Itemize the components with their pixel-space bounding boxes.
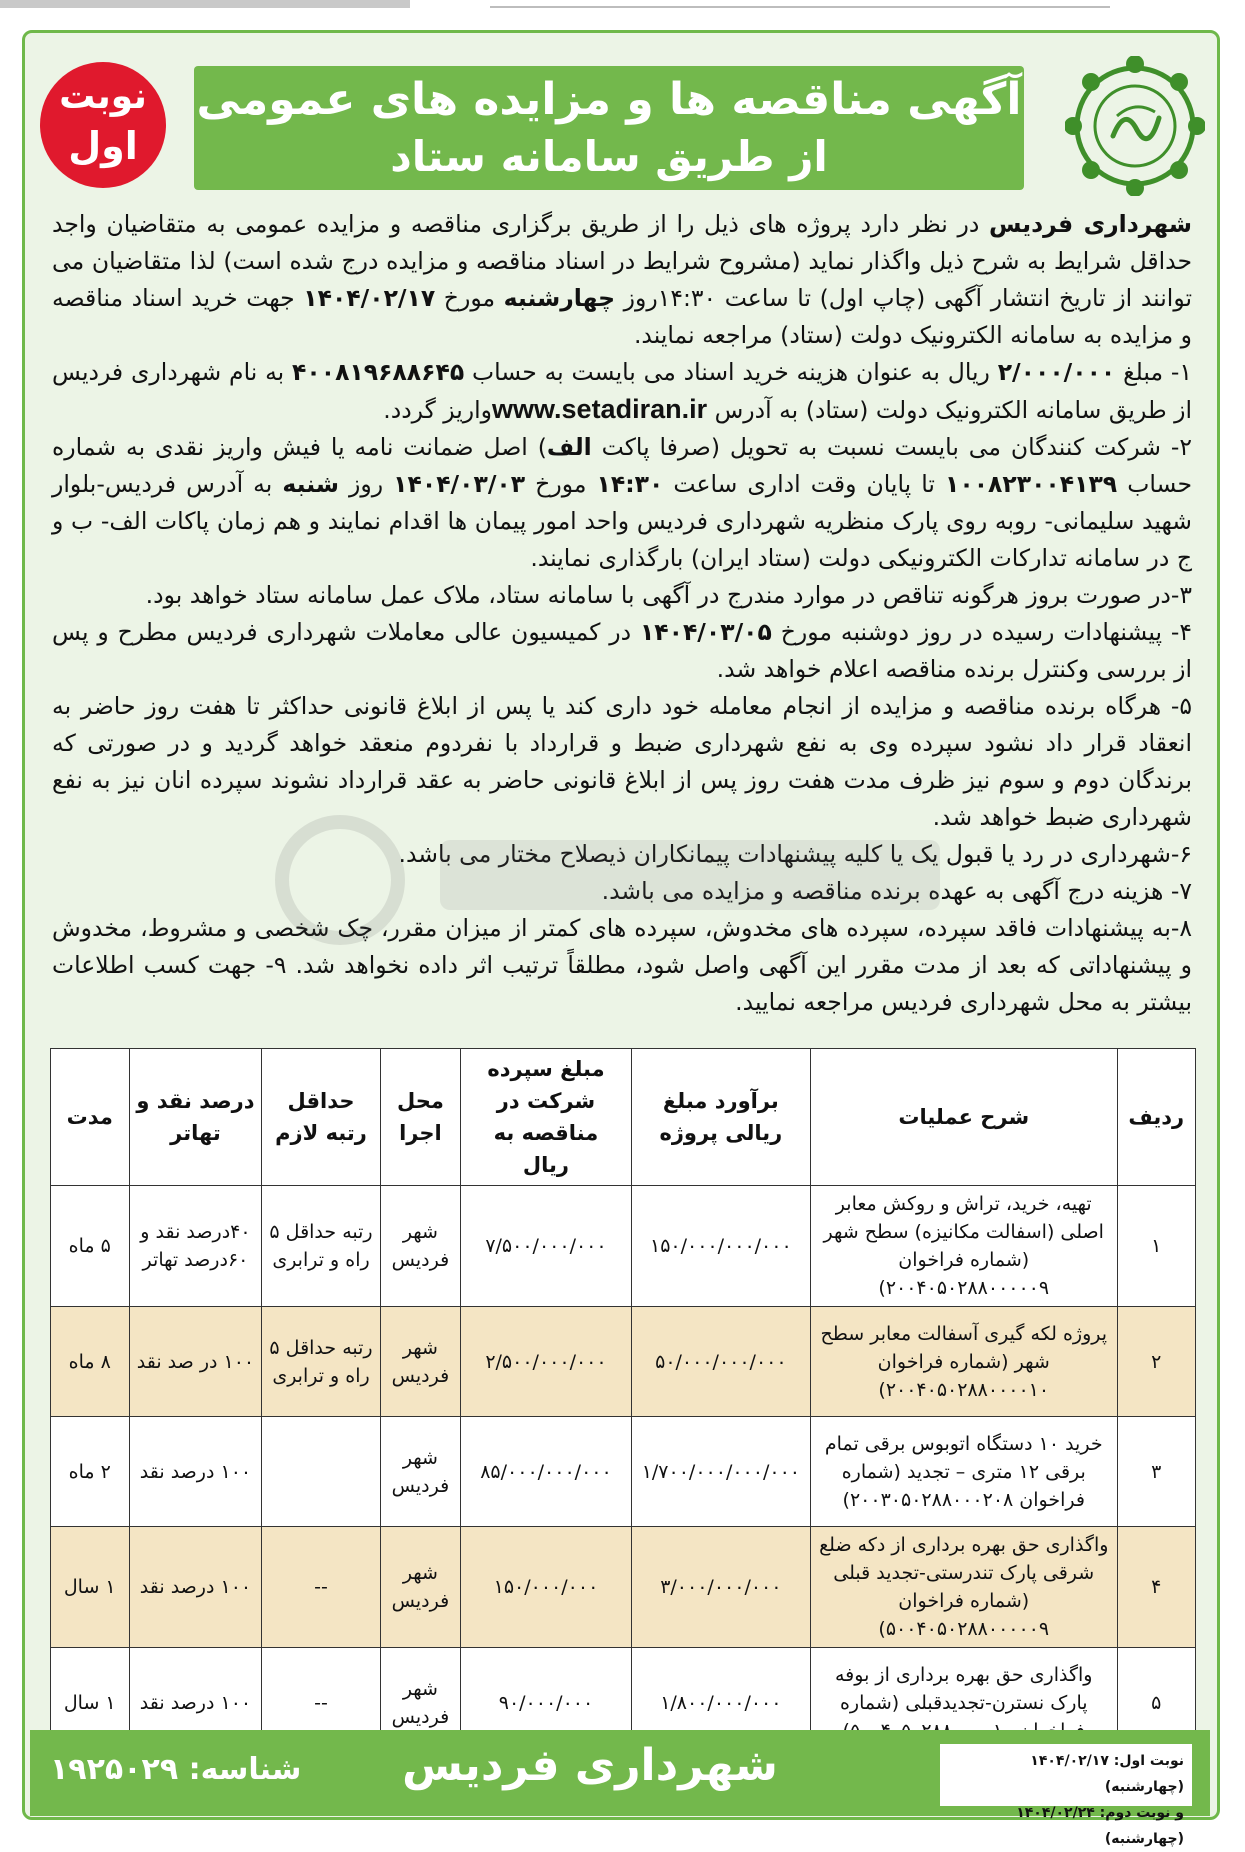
footer-municipality-name: شهرداری فردیس <box>402 1740 778 1791</box>
col-estimate: برآورد مبلغ ریالی پروژه <box>631 1049 810 1186</box>
table-row: ۱ تهیه، خرید، تراش و روکش معابر اصلی (اسفالت مکانیزه) سطح شهر (شماره فراخوان ۲۰۰۴۰۵۰۲۸۸۰۰۰۰۰۹) ۱۵۰/۰۰۰/۰۰۰/۰۰۰ ۷/۵۰۰/۰۰۰/۰۰۰ شهر فردیس رتبه حداقل ۵ راه و ترابری ۴۰درصد نقد و ۶۰درصد تهاتر ۵ ماه <box>51 1186 1196 1307</box>
notice-id: شناسه: ۱۹۲۵۰۲۹ <box>50 1752 302 1787</box>
first-print-date: نوبت اول: ۱۴۰۴/۰۲/۱۷ (چهارشنبه) <box>1030 1753 1184 1795</box>
second-print-date: و نوبت دوم: ۱۴۰۴/۰۲/۲۴ (چهارشنبه) <box>1016 1805 1184 1847</box>
setad-url-link[interactable]: www.setadiran.ir <box>492 394 708 424</box>
title-line-2: از طریق سامانه ستاد <box>390 132 828 181</box>
projects-table <box>50 1048 1196 1758</box>
col-description: شرح عملیات <box>810 1049 1117 1186</box>
item-6: ۶-شهرداری در رد یا قبول یک یا کلیه پیشنهادات پیمانکاران ذیصلاح مختار می باشد. <box>398 840 1192 868</box>
table-header-row <box>51 1049 1196 1186</box>
col-location: محل اجرا <box>380 1049 461 1186</box>
col-min-rank: حداقل رتبه لازم <box>262 1049 380 1186</box>
top-gray-line <box>490 6 1110 8</box>
footer-bar <box>30 1730 1210 1847</box>
item-3: ۳-در صورت بروز هرگونه تناقص در موارد مندرج در آگهی با سامانه ستاد، ملاک عمل سامانه ستاد خواهد بود. <box>145 581 1192 609</box>
table-row: ۴ واگذاری حق بهره برداری از دکه ضلع شرقی پارک تندرستی-تجدید قبلی (شماره فراخوان ۵۰۰۴۰۵۰۲۸۸۰۰۰۰۰۹) ۳/۰۰۰/۰۰۰/۰۰۰ ۱۵۰/۰۰۰/۰۰۰ شهر فردیس -- ۱۰۰ درصد نقد ۱ سال <box>51 1527 1196 1648</box>
table-row: ۲ پروژه لکه گیری آسفالت معابر سطح شهر (شماره فراخوان ۲۰۰۴۰۵۰۲۸۸۰۰۰۰۱۰) ۵۰/۰۰۰/۰۰۰/۰۰۰ ۲/۵۰۰/۰۰۰/۰۰۰ شهر فردیس رتبه حداقل ۵ راه و ترابری ۱۰۰ در صد نقد ۸ ماه <box>51 1307 1196 1417</box>
item-4: ۴- پیشنهادات رسیده در روز دوشنبه مورخ ۱۴۰۴/۰۳/۰۵ در کمیسیون عالی معاملات شهرداری فردیس مطرح و پس از بررسی وکنترل برنده مناقصه اعلام خواهد شد. <box>52 618 1192 683</box>
publish-dates <box>940 1744 1192 1847</box>
badge-line-2: اول <box>68 124 138 168</box>
item-1: ۱- مبلغ ۲/۰۰۰/۰۰۰ ریال به عنوان هزینه خرید اسناد می بایست به حساب ۴۰۰۸۱۹۶۸۸۶۴۵ به نام شهرداری فردیس از طریق سامانه الکترونیک دولت (ستاد) به آدرس www.setadiran.irواریز گردد. <box>52 358 1192 424</box>
first-print-badge <box>40 62 166 188</box>
col-deposit: مبلغ سپرده شرکت در مناقصه به ریال <box>461 1049 632 1186</box>
title-banner <box>194 66 1024 190</box>
item-5: ۵- هرگاه برنده مناقصه و مزایده از انجام معامله خود داری کند یا پس از ابلاغ قانونی حداکثر تا هفت روز حاضر به انعقاد قرار داد نشود سپرده وی به نفع شهرداری ضبط و قرارداد با نفردوم منعقد خواهد گردید و در صورتی که برندگان دوم و سوم نیز ظرف مدت هفت روز پس از ابلاغ قانونی حاضر به عقد قرارداد نشوند سپرده انان نیز به نفع شهرداری ضبط خواهد شد. <box>52 692 1192 831</box>
item-7: ۷- هزینه درج آگهی به عهده برنده مناقصه و مزایده می باشد. <box>601 877 1192 905</box>
col-payment: درصد نقد و تهاتر <box>129 1049 262 1186</box>
item-2: ۲- شرکت کنندگان می بایست نسبت به تحویل (صرفا پاکت الف) اصل ضمانت نامه یا فیش واریز نقدی به شماره حساب ۱۰۰۸۲۳۰۰۴۱۳۹ تا پایان وقت اداری ساعت ۱۴:۳۰ مورخ ۱۴۰۴/۰۳/۰۳ روز شنبه به آدرس فردیس-بلوار شهید سلیمانی- روبه روی پارک منظریه شهرداری فردیس واحد امور پیمان ها اقدام نمایند و هم زمان پاکات الف- ب و ج در سامانه تدارکات الکترونیکی دولت (ستاد ایران) بارگذاری نمایند. <box>52 433 1193 572</box>
col-row: ردیف <box>1117 1049 1195 1186</box>
notice-body <box>52 206 1192 1021</box>
table-row: ۵ واگذاری حق بهره برداری از بوفه پارک نسترن-تجدیدقبلی (شماره ۱/۸۰۰/۰۰۰/۰۰۰ ۹۰/۰۰۰/۰۰۰ شهر فردیس -- ۱۰۰ درصد نقد ۱ سال <box>51 1648 1196 1758</box>
municipality-logo-icon <box>1065 56 1205 196</box>
municipality-name: شهرداری فردیس <box>989 210 1192 238</box>
table-row: ۳ خرید ۱۰ دستگاه اتوبوس برقی تمام برقی ۱۲ متری – تجدید (شماره فراخوان ۲۰۰۳۰۵۰۲۸۸۰۰۰۲۰۸) ۱/۷۰۰/۰۰۰/۰۰۰/۰۰۰ ۸۵/۰۰۰/۰۰۰/۰۰۰ شهر فردیس ۱۰۰ درصد نقد ۲ ماه <box>51 1417 1196 1527</box>
intro-paragraph: شهرداری فردیس در نظر دارد پروژه های ذیل را از طریق برگزاری مناقصه و مزایده عمومی به متقاضیان واجد حداقل شرایط به شرح ذیل واگذار نماید (مشروح شرایط در اسناد مناقصه و مزایده درج شده است) لذا متقاضیان می توانند از تاریخ انتشار آگهی (چاپ اول) تا ساعت ۱۴:۳۰روز چهارشنبه مورخ ۱۴۰۴/۰۲/۱۷ جهت خرید اسناد مناقصه و مزایده به سامانه الکترونیک دولت (ستاد) مراجعه نمایند. <box>52 210 1193 349</box>
title-line-1: آگهی مناقصه ها و مزایده های عمومی <box>196 74 1022 125</box>
item-8: ۸-به پیشنهادات فاقد سپرده، سپرده های مخدوش، سپرده های کمتر از میزان مقرر، چک شخصی و مشروط، مخدوش و پیشنهاداتی که بعد از مدت مقرر این آگهی واصل شود، مطلقاً ترتیب اثر داده نخواهد شد. ۹- جهت کسب اطلاعات بیشتر به محل شهرداری فردیس مراجعه نمایید. <box>52 914 1192 1016</box>
badge-line-1: نوبت <box>59 76 147 117</box>
top-gray-bar <box>0 0 410 8</box>
top-strip <box>0 0 1245 14</box>
col-duration: مدت <box>51 1049 130 1186</box>
